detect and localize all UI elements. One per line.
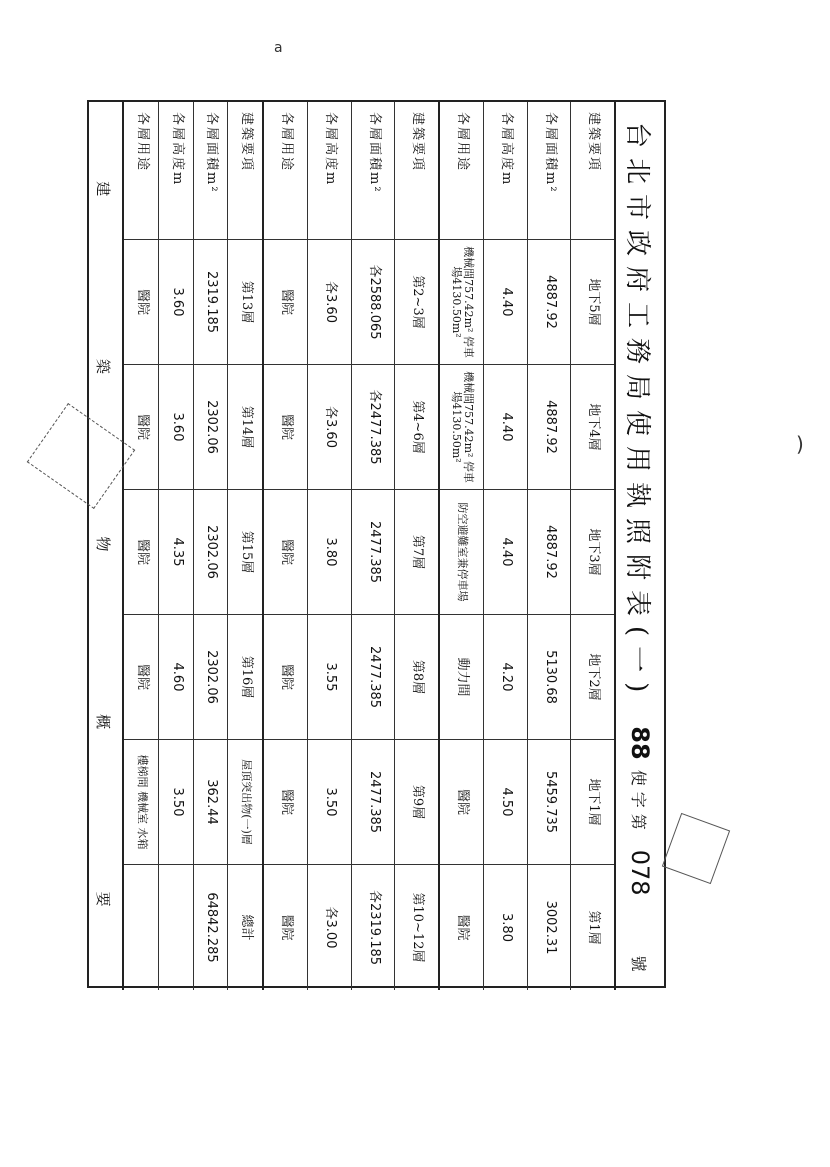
- table-cell: 64842.285: [193, 865, 228, 990]
- document-title: 台北市政府工務局使用執照附表(一): [622, 122, 653, 703]
- banner-char: 物: [94, 536, 112, 556]
- permit-number: 078: [626, 849, 654, 896]
- row-header: 各層用途: [440, 102, 484, 240]
- row-header: 各層面積m²: [351, 102, 395, 240]
- row-header: 各層高度m: [159, 102, 194, 240]
- table-cell: 4887.92: [527, 490, 571, 615]
- table-cell: 第15層: [228, 490, 263, 615]
- row-header: 各層高度m: [484, 102, 528, 240]
- table-cell: 第8層: [395, 615, 439, 740]
- table-cell: 動力間: [440, 615, 484, 740]
- table-cell: 醫院: [124, 490, 159, 615]
- row-header: 各層面積m²: [193, 102, 228, 240]
- table-cell: 第10~12層: [395, 865, 439, 990]
- number-stamp: [662, 813, 730, 884]
- table-cell: 地下1層: [571, 740, 615, 865]
- scan-mark-top: a: [274, 40, 283, 56]
- row-header: 建築要項: [395, 102, 439, 240]
- table-cell: 醫院: [264, 240, 308, 365]
- table-cell: 各2319.185: [351, 865, 395, 990]
- table-cell: 總計: [228, 865, 263, 990]
- table-band-1: [438, 102, 614, 990]
- title-strip: [614, 102, 664, 990]
- table-cell: 2477.385: [351, 740, 395, 865]
- table-cell: 4.20: [484, 615, 528, 740]
- table-band-3: [122, 102, 262, 990]
- table-cell: 機械間757.42m² 停車場4130.50m²: [440, 365, 484, 490]
- table-cell: 地下3層: [571, 490, 615, 615]
- table-cell: 5130.68: [527, 615, 571, 740]
- table-cell: 2302.06: [193, 615, 228, 740]
- table-cell: 各2477.385: [351, 365, 395, 490]
- table-cell: 2302.06: [193, 490, 228, 615]
- table-cell: 4.35: [159, 490, 194, 615]
- table-cell: 樓梯間 機械室 水箱: [124, 740, 159, 865]
- table-cell: 防空避難室兼停車場: [440, 490, 484, 615]
- table-cell: [124, 865, 159, 990]
- table-cell: 第1層: [571, 865, 615, 990]
- permit-number-suffix: 使字第: [629, 769, 649, 836]
- table-cell: 第4~6層: [395, 365, 439, 490]
- permit-number-hao: 號: [629, 955, 649, 972]
- banner-char: 概: [94, 714, 112, 734]
- scan-mark-right: ): [796, 432, 804, 456]
- row-header: 各層高度m: [308, 102, 352, 240]
- section-banner: [85, 102, 122, 990]
- permit-table-sheet: [87, 100, 666, 988]
- table-cell: 3.50: [159, 740, 194, 865]
- table-cell: 2477.385: [351, 615, 395, 740]
- banner-char: 建: [94, 181, 112, 201]
- row-header: 各層用途: [264, 102, 308, 240]
- table-cell: 2302.06: [193, 365, 228, 490]
- table-cell: 醫院: [124, 615, 159, 740]
- table-cell: 各2588.065: [351, 240, 395, 365]
- table-cell: 3.60: [159, 240, 194, 365]
- table-cell: 4.40: [484, 240, 528, 365]
- table-cell: 第9層: [395, 740, 439, 865]
- row-header: 建築要項: [571, 102, 615, 240]
- table-cell: 4.40: [484, 490, 528, 615]
- table-cell: 第16層: [228, 615, 263, 740]
- table-cell: 醫院: [455, 914, 471, 941]
- table-cell: [159, 865, 194, 990]
- permit-number-prefix: 88: [626, 726, 654, 760]
- table-cell: 醫院: [124, 365, 159, 490]
- row-header: 建築要項: [228, 102, 263, 240]
- table-cell: 地下2層: [571, 615, 615, 740]
- table-cell: 4.50: [484, 740, 528, 865]
- table-cell: 第13層: [228, 240, 263, 365]
- table-cell: 4887.92: [527, 240, 571, 365]
- table-cell: 3.50: [308, 740, 352, 865]
- table-cell: 2477.385: [351, 490, 395, 615]
- table-cell: 醫院: [440, 740, 484, 865]
- table-cell: 第14層: [228, 365, 263, 490]
- table-cell: 各3.00: [308, 865, 352, 990]
- table-cell: 第2~3層: [395, 240, 439, 365]
- table-cell: 各3.60: [308, 240, 352, 365]
- table-cell: 醫院: [124, 240, 159, 365]
- table-cell: 機械間757.42m² 停車場4130.50m²: [440, 240, 484, 365]
- table-cell: 屋頂突出物(一)層: [228, 740, 263, 865]
- table-cell: 3002.31: [527, 865, 571, 990]
- table-body: [85, 102, 614, 990]
- table-cell: 3.80: [484, 865, 528, 990]
- banner-char: 要: [94, 891, 112, 911]
- table-cell: 4.40: [484, 365, 528, 490]
- table-cell: 醫院: [264, 615, 308, 740]
- table-cell: 醫院: [264, 740, 308, 865]
- table-cell: 醫院: [264, 490, 308, 615]
- banner-char: 築: [94, 358, 112, 378]
- table-band-2: [262, 102, 438, 990]
- table-cell: 醫院: [264, 365, 308, 490]
- table-cell: 4.60: [159, 615, 194, 740]
- table-cell: 3.60: [159, 365, 194, 490]
- table-cell: 地下4層: [571, 365, 615, 490]
- table-cell: 2319.185: [193, 240, 228, 365]
- table-cell: 第7層: [395, 490, 439, 615]
- table-cell: 醫院: [279, 914, 295, 941]
- row-header: 各層用途: [124, 102, 159, 240]
- table-cell: 5459.735: [527, 740, 571, 865]
- table-cell: 4887.92: [527, 365, 571, 490]
- table-cell: 3.55: [308, 615, 352, 740]
- row-header: 各層面積m²: [527, 102, 571, 240]
- table-cell: 各3.60: [308, 365, 352, 490]
- table-cell: 362.44: [193, 740, 228, 865]
- table-cell: 3.80: [308, 490, 352, 615]
- table-cell: 地下5層: [571, 240, 615, 365]
